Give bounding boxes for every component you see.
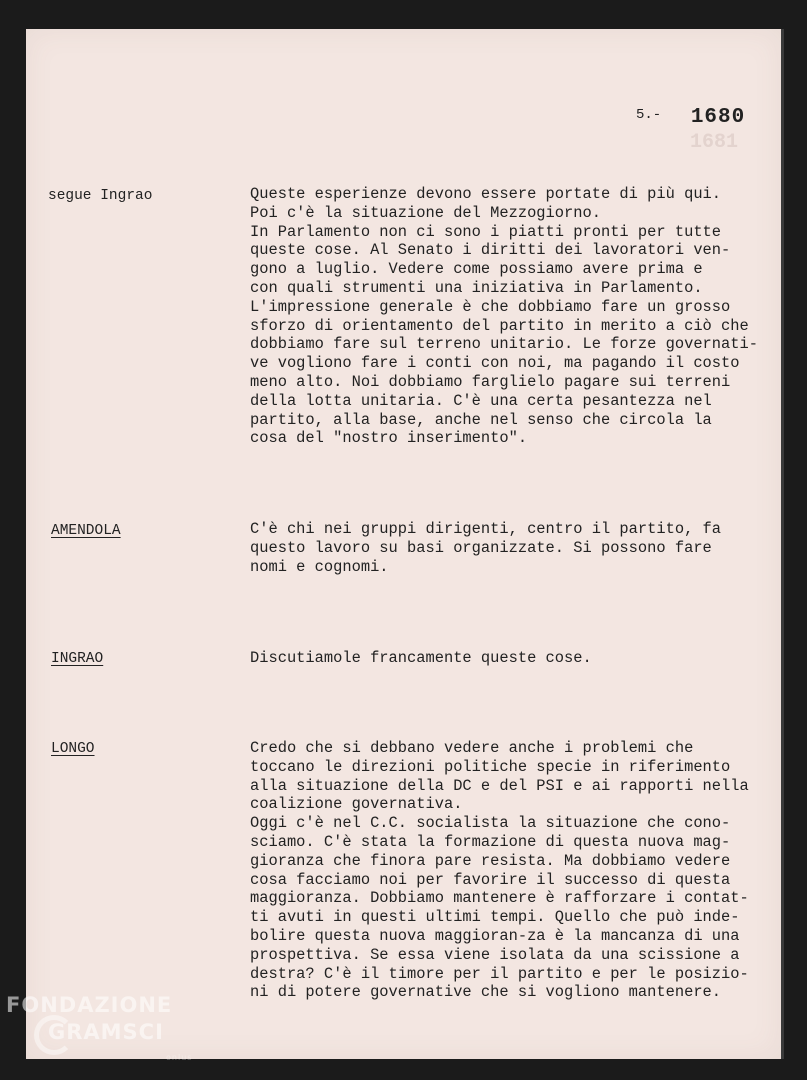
watermark-line2: GRAMSCI [48, 1020, 164, 1044]
page-number-prefix: 5.- [636, 107, 662, 123]
page-edge [781, 29, 784, 1059]
bleed-through-page-number: 1681 [690, 131, 739, 154]
watermark-line1: FONDAZIONE [6, 993, 173, 1017]
speech-text: Queste esperienze devono essere portate di più qui. Poi c'è la situazione del Mezzogiorno. In Parlamento non ci sono i piatti pronti per tutte queste cose. Al Senato i diritti dei lavoratori ven- gono a luglio. Vedere come possiamo avere prima e con quali strumenti una iniziativa in Parlamento. L'impressione generale è che dobbiamo fare un grosso sforzo di orientamento del partito in merito a ciò che dobbiamo fare sul terreno unitario. Le forze governati- ve vogliono fare i conti con noi, ma pagando il costo meno alto. Noi dobbiamo farglielo pagare sui terreni della lotta unitaria. C'è una certa pesantezza nel partito, alla base, anche nel senso che circola la cosa del "nostro inserimento". [250, 185, 758, 448]
watermark-onlus: onlus [166, 1053, 193, 1062]
page-number-value: 1680 [690, 106, 746, 129]
page-number [636, 106, 745, 129]
speech-text: Discutiamole francamente queste cose. [250, 649, 592, 667]
fondazione-gramsci-watermark [6, 993, 193, 1062]
speaker-label: LONGO [51, 741, 95, 757]
speaker-label: segue Ingrao [48, 188, 153, 204]
speaker-label: AMENDOLA [51, 523, 121, 539]
speech-text: Credo che si debbano vedere anche i problemi che toccano le direzioni politiche specie in riferimento alla situazione della DC e del PSI e ai rapporti nella coalizione governativa. Oggi c'è nel C.C. socialista la situazione che cono- sciamo. C'è stata la formazione di questa nuova mag- gioranza che finora pare resista. Ma dobbiamo vedere cosa facciamo noi per favorire il successo di questa maggioranza. Dobbiamo mantenere è rafforzare i contat- ti avuti in questi ultimi tempi. Quello che può inde- bolire questa nuova maggioran-za è la mancanza di una prospettiva. Se essa viene isolata da una scissione a destra? C'è il timore per il partito e per le posizio- ni di potere governative che si vogliono mantenere. [250, 739, 749, 1002]
speaker-label: INGRAO [51, 651, 104, 667]
speech-text: C'è chi nei gruppi dirigenti, centro il partito, fa questo lavoro su basi organizzate. Si possono fare nomi e cognomi. [250, 520, 722, 576]
